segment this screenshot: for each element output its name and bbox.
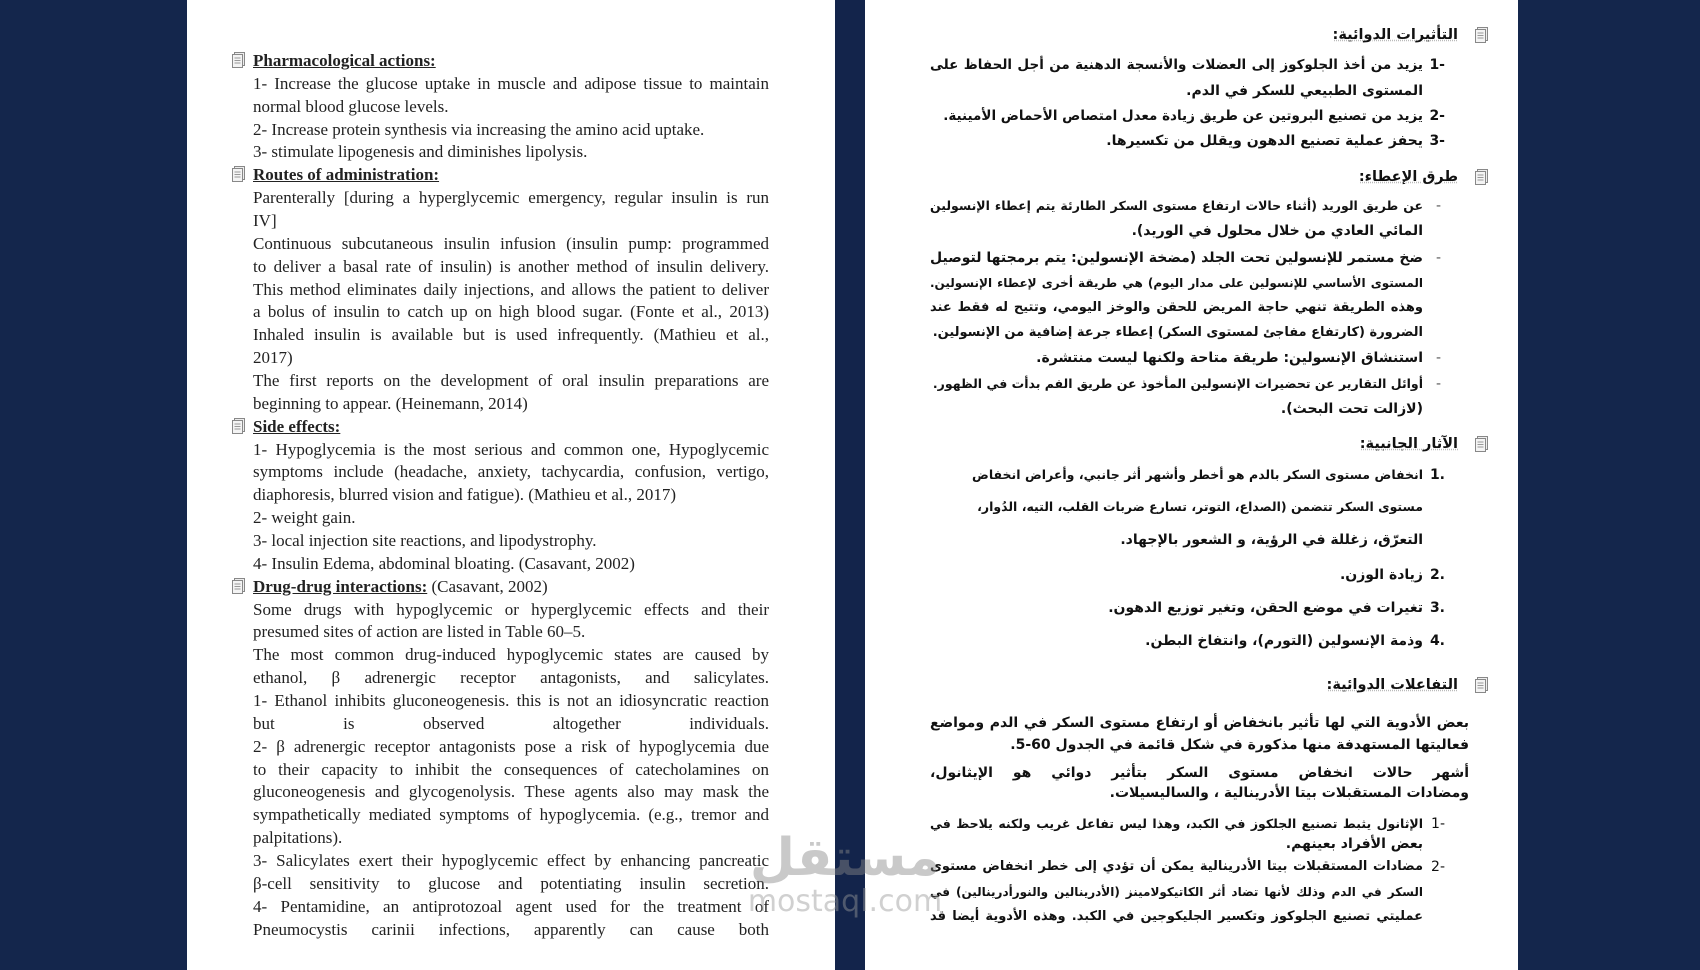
text-line: 1- Increase the glucose uptake in muscle and adipose tissue to maintain	[253, 74, 769, 93]
text-line: أوائل التقارير عن تحضيرات الإنسولين المأخوذ عن طريق الفم بدأت في الظهور.	[932, 376, 1423, 391]
text-line: عن طريق الوريد (أثناء حالات ارتفاع مستوى السكر الطارئة يتم إعطاء الإنسولين	[930, 198, 1423, 213]
text-line: ضخ مستمر للإنسولين تحت الجلد (مضخة الإنسولين: يتم برمجتها لتوصيل	[930, 250, 1423, 266]
text-line: The most common drug-induced hypoglycemic states are caused by	[253, 645, 769, 664]
section-heading: Side effects:	[253, 417, 341, 436]
text-line: Pneumocystis carinii infections, apparently can cause both	[253, 920, 769, 939]
section-heading: Routes of administration:	[253, 165, 440, 184]
text-line: التعرّق، زغللة في الرؤية، و الشعور بالإجهاد.	[1120, 532, 1423, 548]
section-heading: التفاعلات الدوائية:	[1326, 677, 1458, 693]
text-line: 2017)	[253, 348, 293, 367]
list-number: 4.	[1429, 633, 1445, 649]
document-icon	[231, 52, 246, 68]
bullet-dash: -	[1435, 250, 1441, 266]
text-line: المستوى الأساسي للإنسولين على مدار اليوم) هي طريقة أخرى لإعطاء الإنسولين.	[930, 276, 1423, 290]
text-line: palpitations).	[253, 828, 343, 847]
text-line: 2- Increase protein synthesis via increasing the amino acid uptake.	[253, 120, 705, 139]
text-line: يزيد من أخذ الجلوكوز إلى العضلات والأنسجة الدهنية من أجل الحفاظ على	[930, 57, 1423, 73]
text-line: مضادات المستقبلات بيتا الأدرينالية يمكن أن تؤدي إلى خطر انخفاض مستوى	[930, 859, 1423, 874]
text-line: فعاليتها المستهدفة منها مذكورة في شكل قائمة في الجدول 60-5.	[1010, 737, 1469, 753]
text-line: المائي العادي من خلال محلول في الوريد).	[1131, 223, 1423, 239]
section-heading: التأثيرات الدوائية:	[1332, 27, 1458, 43]
text-line: بعض الأفراد بعينهم.	[1285, 836, 1423, 852]
text-line: يزيد من تصنيع البروتين عن طريق زيادة معدل امتصاص الأحماض الأمينية.	[943, 108, 1423, 124]
text-line: presumed sites of action are listed in Table 60–5.	[253, 622, 586, 641]
text-line: 3- local injection site reactions, and lipodystrophy.	[253, 531, 597, 550]
text-line: 2- weight gain.	[253, 508, 356, 527]
text-line: 3- stimulate lipogenesis and diminishes lipolysis.	[253, 142, 588, 161]
text-line: وهذه الطريقة تنهي حاجة المريض للحقن والوخز اليومي، وتتيح له فقط عند	[930, 300, 1423, 315]
section-heading: الآثار الجانبية:	[1359, 436, 1458, 452]
text-line: Some drugs with hypoglycemic or hyperglycemic effects and their	[253, 600, 769, 619]
document-icon	[231, 418, 246, 434]
watermark-logo-arabic: مستقل	[749, 828, 941, 888]
text-line: الإثانول يثبط تصنيع الجلكوز في الكبد، وهذا ليس تفاعل غريب ولكنه يلاحظ في	[930, 816, 1423, 831]
list-number: 1.	[1429, 467, 1445, 483]
text-line: المستوى الطبيعي للسكر في الدم.	[1186, 83, 1423, 99]
list-number: 3.	[1429, 600, 1445, 616]
text-line: عمليتي تصنيع الجلوكوز وتكسير الجليكوجين في الكبد. وهذه الأدوية أيضا قد	[930, 909, 1423, 924]
list-number: 1-	[1429, 57, 1445, 73]
text-line: sympathetically mediated symptoms of hypoglycemia. (e.g., tremor and	[253, 805, 769, 824]
text-line: استنشاق الإنسولين: طريقة متاحة ولكنها ليست منتشرة.	[1036, 350, 1423, 366]
document-icon	[231, 578, 246, 594]
text-line: بعض الأدوية التي لها تأثير بانخفاض أو ارتفاع مستوى السكر في الدم ومواضع	[930, 715, 1469, 731]
text-line: مستوى السكر تتضمن (الصداع، التوتر، تسارع ضربات القلب، التيه، الدُوار،	[977, 499, 1423, 514]
text-line: تغيرات في موضع الحقن، وتغير توزيع الدهون.	[1108, 600, 1423, 616]
english-page	[187, 0, 835, 970]
list-number: 2.	[1429, 567, 1445, 583]
text-line: 1- Ethanol inhibits gluconeogenesis. this is not an idiosyncratic reaction	[253, 691, 769, 710]
text-line: a bolus of insulin to catch up on high blood sugar. (Fonte et al., 2013)	[253, 302, 769, 321]
text-line: 4- Insulin Edema, abdominal bloating. (Casavant, 2002)	[253, 554, 635, 573]
text-line: Parenterally [during a hyperglycemic emergency, regular insulin is run	[253, 188, 769, 207]
bullet-dash: -	[1435, 376, 1441, 392]
text-line: beginning to appear. (Heinemann, 2014)	[253, 394, 528, 413]
text-line: زيادة الوزن.	[1339, 567, 1423, 583]
document-icon	[1474, 27, 1489, 43]
text-line: 3- Salicylates exert their hypoglycemic effect by enhancing pancreatic	[253, 851, 769, 870]
text-line: السكر في الدم وذلك لأنها تضاد أثر الكاتيكولامينز (الأدرينالين والنورأدرينالين) في	[930, 885, 1423, 899]
list-number: 2-	[1431, 859, 1445, 875]
text-line: أشهر حالات انخفاض مستوى السكر بتأثير دوائي هو الإيثانول،	[930, 765, 1469, 781]
text-line: diaphoresis, blurred vision and fatigue). (Mathieu et al., 2017)	[253, 485, 676, 504]
text-line: gluconeogenesis and glycogenolysis. These agents also may mask the	[253, 782, 769, 801]
arabic-page	[865, 0, 1518, 970]
text-line: انخفاض مستوى السكر بالدم هو أخطر وأشهر أثر جانبي، وأعراض انخفاض	[972, 467, 1423, 482]
text-line: Continuous subcutaneous insulin infusion (insulin pump: programmed	[253, 234, 769, 253]
text-line: symptoms include (headache, anxiety, tachycardia, confusion, vertigo,	[253, 462, 769, 481]
list-number: 2-	[1429, 108, 1445, 124]
text-line: (لازالت تحت البحث).	[1280, 401, 1423, 417]
text-line: وذمة الإنسولين (التورم)، وانتفاخ البطن.	[1145, 633, 1423, 649]
document-icon	[1474, 436, 1489, 452]
bullet-dash: -	[1435, 350, 1441, 366]
text-line: يحفز عملية تصنيع الدهون ويقلل من تكسيرها.	[1106, 133, 1423, 149]
text-line: 4- Pentamidine, an antiprotozoal agent used for the treatment of	[253, 897, 769, 916]
text-line: normal blood glucose levels.	[253, 97, 449, 116]
document-icon	[1474, 169, 1489, 185]
text-line: β-cell sensitivity to glucose and potentiating insulin secretion.	[253, 874, 769, 893]
text-line: ethanol, β adrenergic receptor antagonists, and salicylates.	[253, 668, 769, 687]
text-line: to their capacity to inhibit the consequences of catecholamines on	[253, 760, 769, 779]
text-line: IV]	[253, 211, 277, 230]
document-icon	[231, 166, 246, 182]
text-line: الضرورة (كارتفاع مفاجئ لمستوى السكر) إعطاء جرعة إضافية من الإنسولين.	[932, 325, 1423, 340]
section-heading: Drug-drug interactions: (Casavant, 2002)	[253, 577, 548, 596]
text-line: 2- β adrenergic receptor antagonists pose a risk of hypoglycemia due	[253, 737, 769, 756]
text-line: ومضادات المستقبلات بيتا الأدرينالية ، والساليسيلات.	[1109, 785, 1469, 801]
section-heading: طرق الإعطاء:	[1358, 169, 1458, 185]
list-number: 3-	[1429, 133, 1445, 149]
section-heading: Pharmacological actions:	[253, 51, 436, 70]
text-line: The first reports on the development of oral insulin preparations are	[253, 371, 769, 390]
text-line: but is observed altogether individuals.	[253, 714, 769, 733]
watermark-logo-url: mostaql.com	[747, 884, 943, 919]
text-line: to deliver a basal rate of insulin) is another method of insulin delivery.	[253, 257, 769, 276]
list-number: 1-	[1431, 816, 1445, 832]
page-gutter	[835, 0, 865, 970]
text-line: 1- Hypoglycemia is the most serious and common one, Hypoglycemic	[253, 440, 769, 459]
bullet-dash: -	[1435, 198, 1441, 214]
text-line: Inhaled insulin is available but is used infrequently. (Mathieu et al.,	[253, 325, 769, 344]
text-line: This method eliminates daily injections, and allows the patient to deliver	[253, 280, 769, 299]
document-icon	[1474, 677, 1489, 693]
